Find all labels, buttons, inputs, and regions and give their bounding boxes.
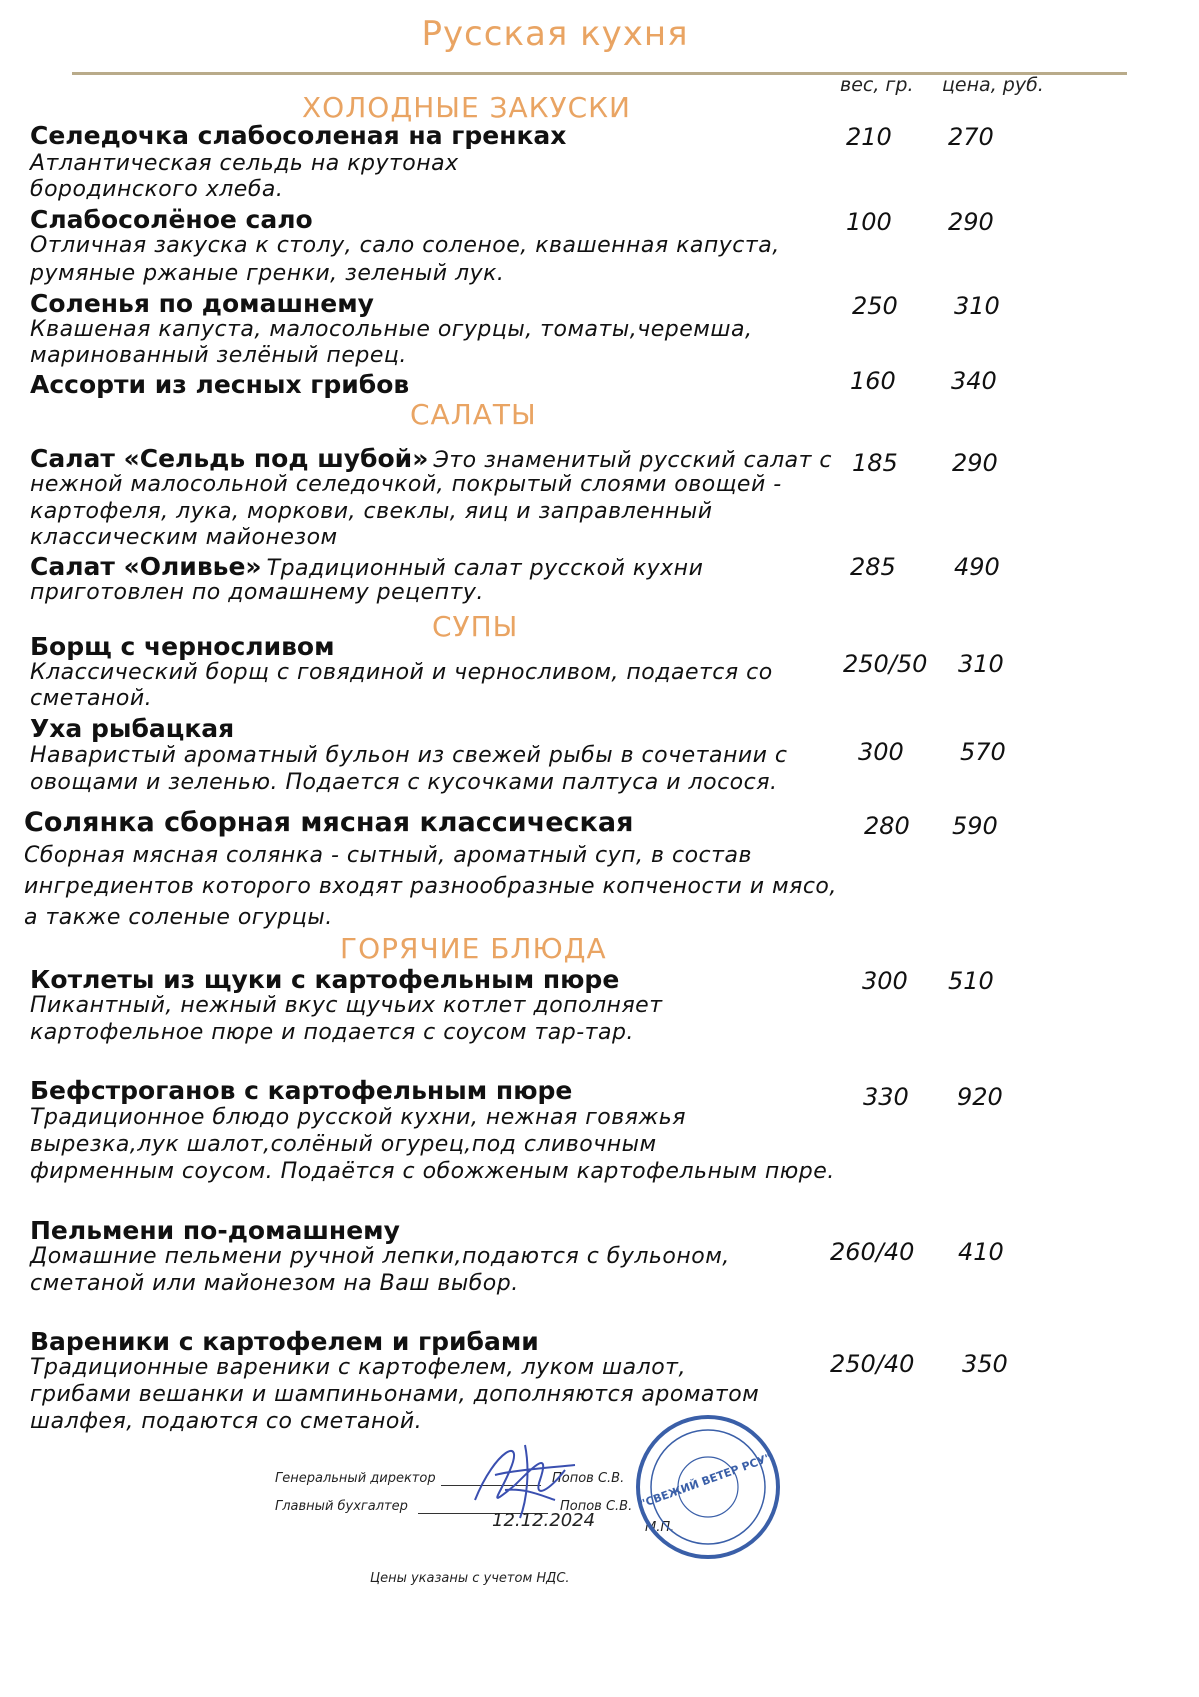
accountant-label: Главный бухгалтер [275,1499,408,1514]
dish-price: 310 [958,650,1004,678]
dish-weight: 100 [846,208,892,236]
dish-description: овощами и зеленью. Подается с кусочками палтуса и лосося. [30,770,778,795]
dish-description: картофельное пюре и подается с соусом тар-тар. [30,1020,634,1045]
dish-price: 920 [957,1083,1003,1111]
dish-price: 340 [951,367,997,395]
dish-description: фирменным соусом. Подаётся с обожженым картофельным пюре. [30,1159,835,1184]
stamp-place-mark: М.П. [645,1520,675,1535]
dish-description: Атлантическая сельдь на крутонах [30,151,459,176]
dish-description: сметаной. [30,686,153,711]
dish-description: нежной малосольной селедочкой, покрытый слоями овощей - [30,472,782,497]
dish-name: Салат «Сельдь под шубой» [30,444,429,473]
dish-price: 590 [952,812,998,840]
dish-weight: 250/40 [830,1350,915,1378]
stamp-text: "СВЕЖИЙ ВЕТЕР РСУ" [638,1451,774,1511]
dish-weight: 330 [863,1083,909,1111]
dish-name: Ассорти из лесных грибов [30,370,410,399]
dish-weight: 300 [858,738,904,766]
dish-weight: 250/50 [843,650,928,678]
dish-line [30,444,832,473]
dish-description: Классический борщ с говядиной и черносливом, подается со [30,660,773,685]
dish-name: Салат «Оливье» [30,552,262,581]
dish-weight: 285 [850,553,896,581]
dish-description: Отличная закуска к столу, сало соленое, квашенная капуста, [30,233,780,258]
dish-weight: 260/40 [830,1238,915,1266]
dish-name: Слабосолёное сало [30,205,313,234]
weight-column-header: вес, гр. [840,74,914,96]
menu-title: Русская кухня [421,14,689,54]
dish-name: Пельмени по-домашнему [30,1216,400,1245]
dish-description: Наваристый ароматный бульон из свежей рыбы в сочетании с [30,743,788,768]
dish-description: шалфея, подаются со сметаной. [30,1409,423,1434]
dish-description: Пикантный, нежный вкус щучьих котлет дополняет [30,993,663,1018]
dish-price: 510 [948,967,994,995]
section-title-salads: САЛАТЫ [410,398,537,431]
dish-price: 570 [960,738,1006,766]
dish-weight: 210 [846,123,892,151]
dish-description: грибами вешанки и шампиньонами, дополняются ароматом [30,1382,760,1407]
dish-description: классическим майонезом [30,525,338,550]
dish-description: Квашеная капуста, малосольные огурцы, томаты,черемша, [30,317,753,342]
dish-price: 410 [958,1238,1004,1266]
dish-price: 350 [962,1350,1008,1378]
dish-description: Традиционный салат русской кухни [266,556,704,581]
dish-name: Солянка сборная мясная классическая [24,807,634,838]
dish-weight: 160 [850,367,896,395]
dish-description: картофеля, лука, моркови, свеклы, яиц и заправленный [30,499,713,524]
dish-description: а также соленые огурцы. [24,905,333,930]
dish-name: Вареники с картофелем и грибами [30,1327,539,1356]
dish-name: Уха рыбацкая [30,714,235,743]
director-label: Генеральный директор [275,1471,436,1486]
dish-description: Это знаменитый русский салат с [433,448,833,473]
signature [455,1430,595,1525]
director-name: Попов С.В. [552,1471,625,1486]
dish-price: 310 [954,292,1000,320]
company-stamp [633,1412,783,1562]
section-title-soups: СУПЫ [432,610,519,643]
dish-description: маринованный зелёный перец. [30,343,407,368]
dish-description: вырезка,лук шалот,солёный огурец,под сливочным [30,1132,657,1157]
dish-price: 290 [952,449,998,477]
section-title-hot-dishes: ГОРЯЧИЕ БЛЮДА [340,932,607,965]
accountant-name: Попов С.В. [560,1499,633,1514]
dish-name: Селедочка слабосоленая на гренках [30,121,567,150]
dish-weight: 300 [862,967,908,995]
dish-price: 290 [948,208,994,236]
dish-description: приготовлен по домашнему рецепту. [30,580,484,605]
dish-description: Сборная мясная солянка - сытный, ароматный суп, в состав [24,843,752,868]
vat-note: Цены указаны с учетом НДС. [370,1571,570,1586]
dish-name: Бефстроганов с картофельным пюре [30,1076,573,1105]
dish-description: Домашние пельмени ручной лепки,подаются с бульоном, [30,1244,730,1269]
dish-price: 490 [954,553,1000,581]
dish-description: румяные ржаные гренки, зеленый лук. [30,261,505,286]
dish-description: сметаной или майонезом на Ваш выбор. [30,1271,519,1296]
dish-price: 270 [948,123,994,151]
dish-weight: 185 [852,449,898,477]
dish-line [30,552,703,581]
price-column-header: цена, руб. [942,74,1044,96]
dish-name: Борщ с черносливом [30,632,335,661]
dish-weight: 280 [864,812,910,840]
dish-description: Традиционное блюдо русской кухни, нежная говяжья [30,1105,686,1130]
dish-description: Традиционные вареники с картофелем, луком шалот, [30,1355,686,1380]
dish-description: ингредиентов которого входят разнообразные копчености и мясо, [24,874,837,899]
dish-weight: 250 [852,292,898,320]
section-title-cold-appetizers: ХОЛОДНЫЕ ЗАКУСКИ [302,91,631,124]
date: 12.12.2024 [492,1510,596,1531]
dish-name: Котлеты из щуки с картофельным пюре [30,965,620,994]
dish-name: Соленья по домашнему [30,289,374,318]
dish-description: бородинского хлеба. [30,177,284,202]
